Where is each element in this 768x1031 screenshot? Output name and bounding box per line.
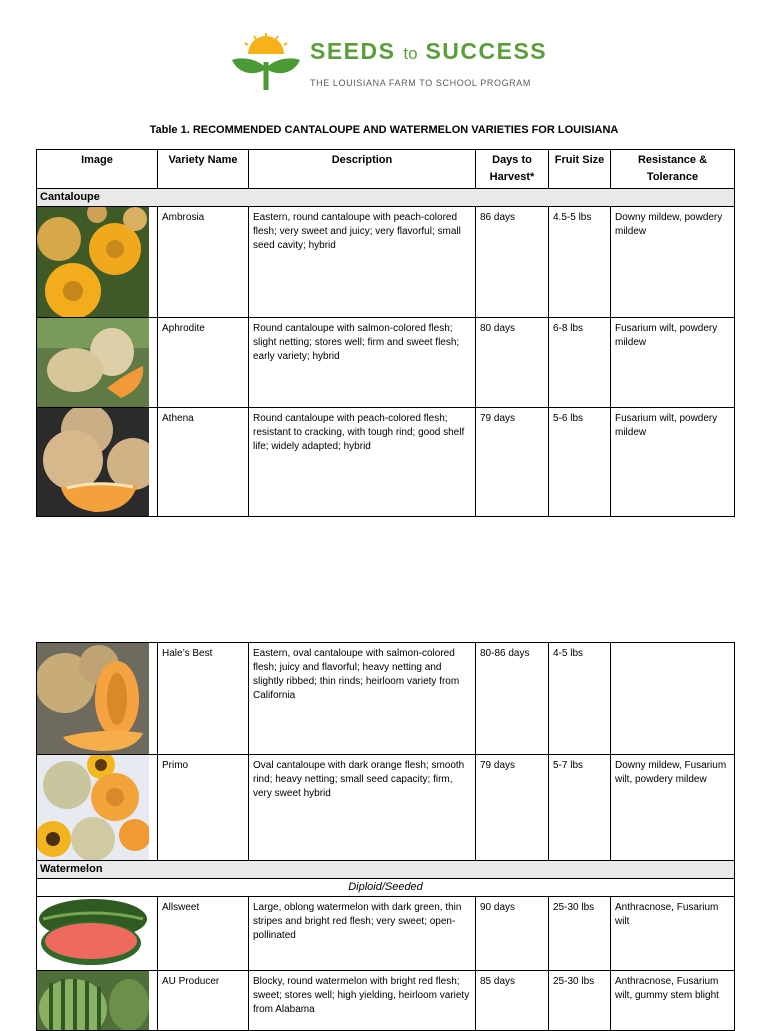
aphrodite-photo [37,318,149,407]
varieties-table-part-1 [36,149,735,517]
primo-photo [37,755,149,860]
table-row [37,897,735,971]
fruit-size: 6-8 lbs [549,318,611,408]
au-producer-photo [37,971,149,1030]
description: Eastern, round cantaloupe with peach-colored flesh; very sweet and juicy; very flavorful; small seed cavity; hybrid [249,207,476,318]
image-cell [37,643,158,755]
section-label: Watermelon [37,861,735,879]
days-to-harvest: 85 days [476,971,549,1031]
table-row [37,318,735,408]
variety-name: Allsweet [158,897,249,971]
header-image: Image [37,150,158,189]
section-row-watermelon [37,861,735,879]
athena-photo [37,408,149,516]
fruit-size: 4-5 lbs [549,643,611,755]
resistance: Downy mildew, powdery mildew [611,207,735,318]
days-to-harvest: 80 days [476,318,549,408]
days-to-harvest: 86 days [476,207,549,318]
seeds-to-success-logo [230,32,548,94]
days-to-harvest: 90 days [476,897,549,971]
resistance: Anthracnose, Fusarium wilt, gummy stem blight [611,971,735,1031]
fruit-size: 4.5-5 lbs [549,207,611,318]
variety-name: Hale’s Best [158,643,249,755]
allsweet-photo [37,897,149,970]
description: Blocky, round watermelon with bright red flesh; sweet; stores well; high yielding, heirloom variety from Alabama [249,971,476,1031]
resistance: Anthracnose, Fusarium wilt [611,897,735,971]
variety-name: Primo [158,755,249,861]
variety-name: Athena [158,408,249,517]
table-title: Table 1. RECOMMENDED CANTALOUPE AND WATERMELON VARIETIES FOR LOUISIANA [149,124,619,136]
days-to-harvest: 80-86 days [476,643,549,755]
section-label: Cantaloupe [37,189,735,207]
image-cell [37,971,158,1031]
logo-subtitle: THE LOUISIANA FARM TO SCHOOL PROGRAM [310,78,531,88]
days-to-harvest: 79 days [476,408,549,517]
table-row [37,971,735,1031]
subsection-row-diploid [37,879,735,897]
days-to-harvest: 79 days [476,755,549,861]
image-cell [37,207,158,318]
sprout-sun-icon [230,32,302,94]
subsection-label: Diploid/Seeded [37,879,735,897]
fruit-size: 5-6 lbs [549,408,611,517]
resistance: Fusarium wilt, powdery mildew [611,408,735,517]
description: Round cantaloupe with peach-colored flesh; resistant to cracking, with tough rind; good shelf life; widely adapted; hybrid [249,408,476,517]
description: Eastern, oval cantaloupe with salmon-colored flesh; juicy and flavorful; heavy netting and slightly ribbed; thin rinds; heirloom variety from California [249,643,476,755]
description: Oval cantaloupe with dark orange flesh; smooth rind; heavy netting; small seed capacity; firm, very sweet hybrid [249,755,476,861]
table-row [37,643,735,755]
fruit-size: 25-30 lbs [549,897,611,971]
hales-best-photo [37,643,149,754]
table-header-row [37,150,735,189]
resistance: Downy mildew, Fusarium wilt, powdery mildew [611,755,735,861]
header-variety: Variety Name [158,150,249,189]
header-resistance: Resistance & Tolerance [611,150,735,189]
resistance [611,643,735,755]
image-cell [37,408,158,517]
header-description: Description [249,150,476,189]
resistance: Fusarium wilt, powdery mildew [611,318,735,408]
description: Round cantaloupe with salmon-colored flesh; slight netting; stores well; firm and sweet flesh; early variety; hybrid [249,318,476,408]
header-days: Days to Harvest* [476,150,549,189]
image-cell [37,897,158,971]
table-row [37,408,735,517]
table-row [37,207,735,318]
image-cell [37,318,158,408]
variety-name: AU Producer [158,971,249,1031]
fruit-size: 5-7 lbs [549,755,611,861]
header-size: Fruit Size [549,150,611,189]
ambrosia-photo [37,207,149,317]
logo-title: SEEDS to SUCCESS [310,38,548,64]
description: Large, oblong watermelon with dark green, thin stripes and bright red flesh; very sweet; open-pollinated [249,897,476,971]
table-row [37,755,735,861]
variety-name: Aphrodite [158,318,249,408]
fruit-size: 25-30 lbs [549,971,611,1031]
section-row-cantaloupe [37,189,735,207]
variety-name: Ambrosia [158,207,249,318]
varieties-table-part-2 [36,642,735,1031]
image-cell [37,755,158,861]
